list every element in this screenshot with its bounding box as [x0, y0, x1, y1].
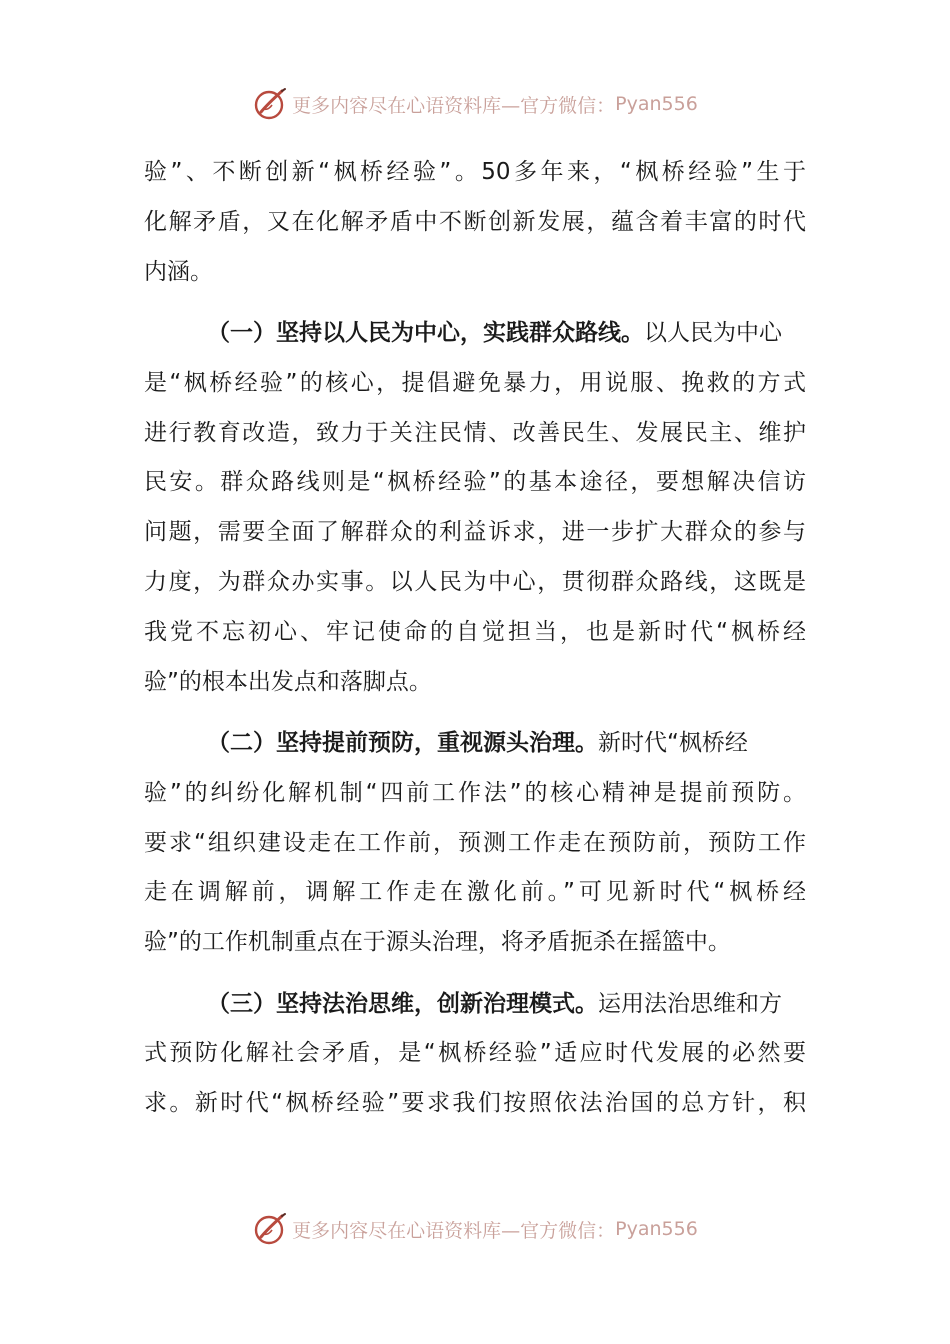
text-line: 验”的工作机制重点在于源头治理，将矛盾扼杀在摇篮中。 — [144, 929, 731, 956]
section-heading: （一）坚持以人民为中心，实践群众路线。 — [207, 319, 644, 346]
pen-logo-icon — [252, 86, 288, 122]
text-line: 求。新时代“枫桥经验”要求我们按照依法治国的总方针，积 — [144, 1090, 806, 1117]
footer-watermark — [0, 1209, 950, 1249]
text-line: 民安。群众路线则是“枫桥经验”的基本途径，要想解决信访 — [144, 469, 806, 496]
text-line: 内涵。 — [144, 258, 213, 285]
header-watermark-brand: Pyan556 — [615, 93, 698, 115]
paragraph-section-1 — [144, 309, 806, 707]
text-line: 力度，为群众办实事。以人民为中心，贯彻群众路线，这既是 — [144, 568, 806, 595]
paragraph-intro — [144, 148, 806, 297]
text-run: 以人民为中心 — [644, 319, 782, 346]
header-watermark — [0, 84, 950, 124]
text-line: 要求“组织建设走在工作前，预测工作走在预防前，预防工作 — [144, 829, 806, 856]
pen-logo-icon — [252, 1211, 288, 1247]
header-watermark-text: 更多内容尽在心语资料库—官方微信： — [292, 94, 616, 117]
text-line: 验”的根本出发点和落脚点。 — [144, 668, 432, 695]
section-first-line — [144, 309, 806, 359]
section-first-line — [144, 719, 806, 769]
text-line: 验”的纠纷化解机制“四前工作法”的核心精神是提前预防。 — [144, 779, 806, 806]
text-line: 我党不忘初心、牢记使命的自觉担当，也是新时代“枫桥经 — [144, 618, 806, 645]
text-line: 走在调解前，调解工作走在激化前。”可见新时代“枫桥经 — [144, 879, 806, 906]
text-run: 新时代“枫桥经 — [598, 729, 748, 756]
footer-watermark-text: 更多内容尽在心语资料库—官方微信： — [292, 1219, 616, 1242]
text-line: 是“枫桥经验”的核心，提倡避免暴力，用说服、挽救的方式 — [144, 369, 806, 396]
text-line: 进行教育改造，致力于关注民情、改善民生、发展民主、维护 — [144, 419, 806, 446]
footer-watermark-brand: Pyan556 — [615, 1218, 698, 1240]
document-body — [144, 148, 806, 1129]
section-heading: （二）坚持提前预防，重视源头治理。 — [207, 729, 598, 756]
section-first-line — [144, 980, 806, 1030]
section-heading: （三）坚持法治思维，创新治理模式。 — [207, 990, 598, 1017]
text-run: 运用法治思维和方 — [598, 990, 782, 1017]
text-line: 式预防化解社会矛盾，是“枫桥经验”适应时代发展的必然要 — [144, 1040, 806, 1067]
text-line: 化解矛盾，又在化解矛盾中不断创新发展，蕴含着丰富的时代 — [144, 208, 806, 235]
text-line: 验”、不断创新“枫桥经验”。50多年来，“枫桥经验”生于 — [144, 159, 806, 185]
text-line: 问题，需要全面了解群众的利益诉求，进一步扩大群众的参与 — [144, 519, 806, 546]
paragraph-section-3 — [144, 980, 806, 1129]
paragraph-section-2 — [144, 719, 806, 968]
